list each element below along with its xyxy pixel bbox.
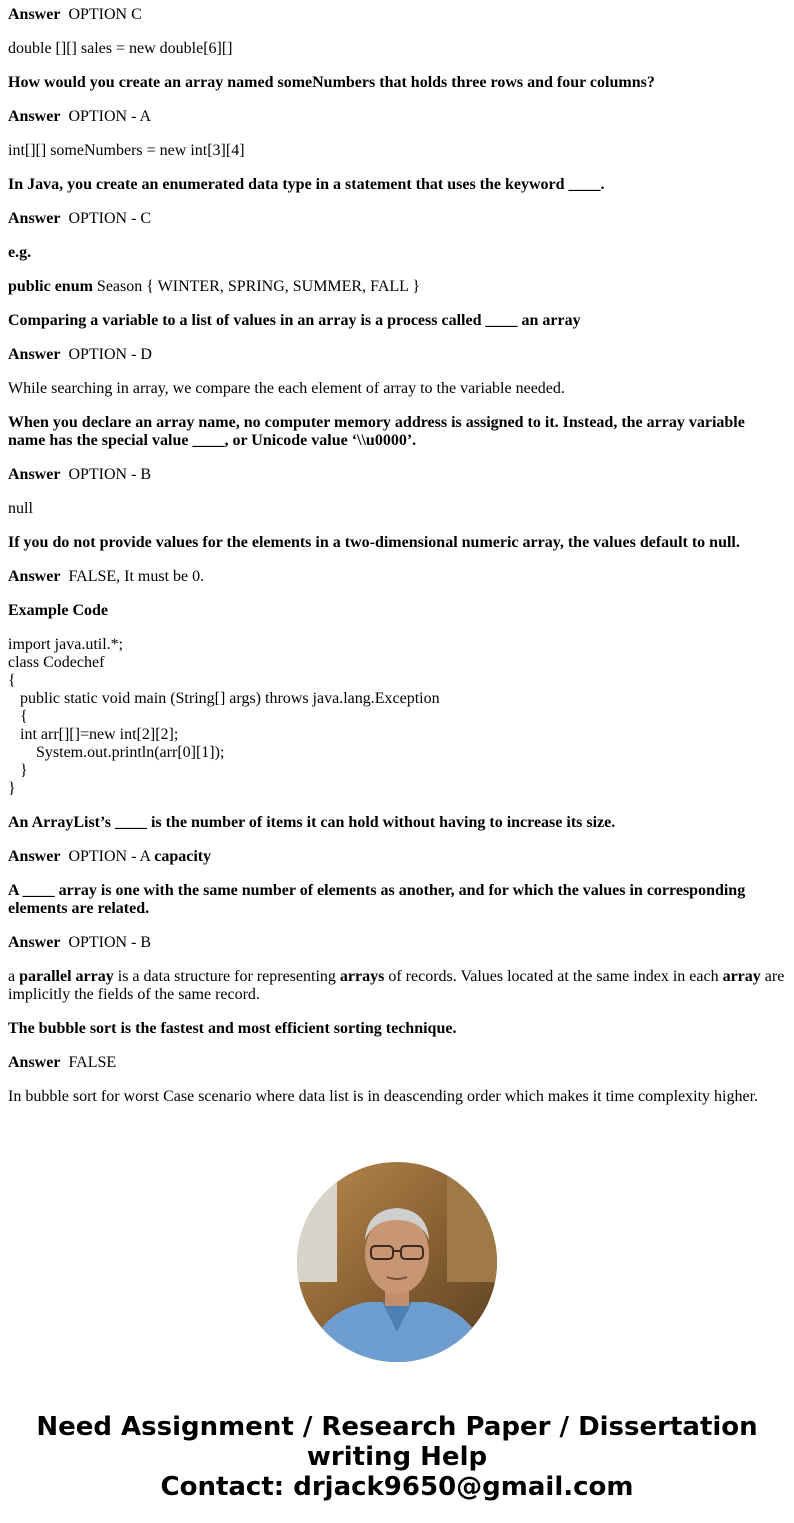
answer-label: Answer: [8, 848, 61, 865]
code-line: }: [8, 762, 28, 779]
answer-label: Answer: [8, 210, 61, 227]
question-text: How would you create an array named someNumbers that holds three rows and four columns?: [8, 74, 655, 91]
explanation-text: int[][] someNumbers = new int[3][4]: [8, 142, 245, 159]
code-line: class Codechef: [8, 654, 105, 671]
question-text: The bubble sort is the fastest and most efficient sorting technique.: [8, 1020, 457, 1037]
question-text: An ArrayList’s ____ is the number of items it can hold without having to increase its size.: [8, 814, 616, 831]
question-text: Example Code: [8, 602, 108, 619]
answer-value: FALSE, It must be 0.: [68, 568, 205, 585]
answer-line: [8, 466, 786, 484]
explanation-text: [8, 968, 786, 1004]
answer-line: [8, 568, 786, 586]
text-run: are implicitly the fields of the same record.: [8, 968, 785, 1003]
answer-value: OPTION - B: [68, 466, 152, 483]
question-text: When you declare an array name, no computer memory address is assigned to it. Instead, the array variable name has the special value ____, or Unicode value ‘\\u0000’.: [8, 414, 745, 449]
text-run: is a data structure for representing: [113, 968, 340, 985]
text-run: of records. Values located at the same index in each: [384, 968, 723, 985]
code-line: }: [8, 780, 16, 797]
answer-line: [8, 346, 786, 364]
code-example: [8, 636, 786, 798]
author-photo-container: [0, 1162, 794, 1362]
text-run: Season { WINTER, SPRING, SUMMER, FALL }: [92, 278, 420, 295]
question-text: In Java, you create an enumerated data type in a statement that uses the keyword ____.: [8, 176, 605, 193]
footer-banner: [0, 1412, 794, 1502]
answer-line: [8, 108, 786, 126]
question-text: e.g.: [8, 244, 32, 261]
answer-value: OPTION - D: [68, 346, 152, 363]
code-line: {: [8, 708, 28, 725]
bold-term: parallel array: [19, 968, 114, 985]
answer-line: [8, 6, 786, 24]
question-text: If you do not provide values for the elements in a two-dimensional numeric array, the values default to null.: [8, 534, 740, 551]
answer-line: [8, 848, 786, 866]
footer-line-help: Need Assignment / Research Paper / Dissertation writing Help: [36, 1412, 758, 1472]
answer-line: [8, 1054, 786, 1072]
answer-label: Answer: [8, 6, 61, 23]
code-line: System.out.println(arr[0][1]);: [8, 744, 225, 761]
question-text: A ____ array is one with the same number of elements as another, and for which the values in corresponding elements are related.: [8, 882, 746, 917]
bold-term: array: [722, 968, 761, 985]
answer-label: Answer: [8, 934, 61, 951]
explanation-text: double [][] sales = new double[6][]: [8, 40, 233, 57]
answer-value: FALSE: [68, 1054, 117, 1071]
answer-line: [8, 210, 786, 228]
code-line: import java.util.*;: [8, 636, 124, 653]
bold-term: arrays: [339, 968, 385, 985]
code-line: {: [8, 672, 16, 689]
answer-label: Answer: [8, 1054, 61, 1071]
text-run: a: [8, 968, 20, 985]
answer-label: Answer: [8, 108, 61, 125]
answer-keyword: capacity: [154, 848, 212, 865]
explanation-text: While searching in array, we compare the each element of array to the variable needed.: [8, 380, 565, 397]
answer-value: OPTION - A: [68, 108, 152, 125]
explanation-text: null: [8, 500, 33, 517]
explanation-text: [8, 278, 786, 296]
answer-label: Answer: [8, 568, 61, 585]
explanation-text: In bubble sort for worst Case scenario where data list is in deascending order which makes it time complexity higher.: [8, 1088, 759, 1105]
code-line: public static void main (String[] args) throws java.lang.Exception: [8, 690, 440, 707]
answer-value: OPTION C: [68, 6, 142, 23]
answer-label: Answer: [8, 346, 61, 363]
author-photo: [297, 1162, 497, 1362]
code-line: int arr[][]=new int[2][2];: [8, 726, 179, 743]
answer-line: [8, 934, 786, 952]
answer-value: OPTION - A: [68, 848, 155, 865]
footer-line-contact: Contact: drjack9650@gmail.com: [160, 1472, 634, 1502]
answer-value: OPTION - C: [68, 210, 152, 227]
answer-label: Answer: [8, 466, 61, 483]
question-text: Comparing a variable to a list of values in an array is a process called ____ an array: [8, 312, 581, 329]
answer-value: OPTION - B: [68, 934, 152, 951]
bold-term: public enum: [8, 278, 93, 295]
